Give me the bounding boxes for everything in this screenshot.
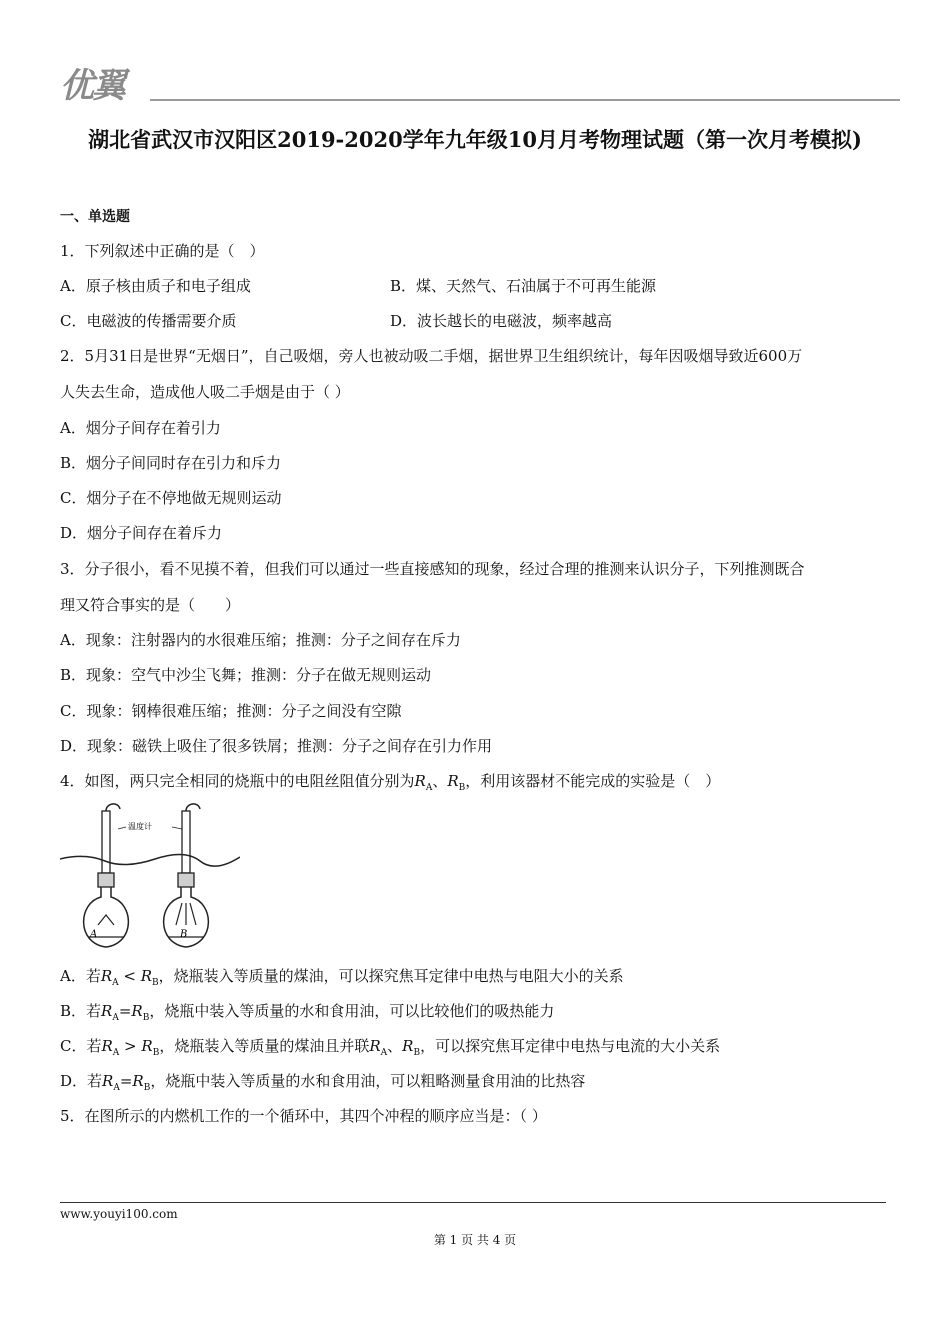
q4-option-b: B．若$R_A=R_B$，烧瓶中装入等质量的水和食用油，可以比较他们的吸热能力 bbox=[60, 1002, 555, 1023]
question-3-stem-line1: 3．分子很小，看不见摸不着，但我们可以通过一些直接感知的现象，经过合理的推测来认识分子，下列推测既合 bbox=[60, 560, 805, 578]
footer-url: www.youyi100.com bbox=[60, 1207, 178, 1221]
flask-a-label: A bbox=[90, 929, 98, 940]
q1-option-a: A．原子核由质子和电子组成 bbox=[60, 277, 251, 295]
q3-option-c: C．现象：钢棒很难压缩；推测：分子之间没有空隙 bbox=[60, 702, 402, 720]
question-2-stem-line2: 人失去生命，造成他人吸二手烟是由于（ ） bbox=[60, 383, 350, 401]
q3-option-b: B．现象：空气中沙尘飞舞；推测：分子在做无规则运动 bbox=[60, 666, 432, 684]
footer-rule bbox=[60, 1202, 886, 1203]
q4-option-c: C．若$R_A > R_B$，烧瓶装入等质量的煤油且并联$R_A$、$R_B$，可以探究焦耳定律中电热与电流的大小关系 bbox=[60, 1037, 721, 1058]
q1-option-b: B．煤、天然气、石油属于不可再生能源 bbox=[390, 277, 657, 295]
q2-option-a: A．烟分子间存在着引力 bbox=[60, 419, 221, 437]
q2-option-b: B．烟分子间同时存在引力和斥力 bbox=[60, 454, 282, 472]
q4-option-d: D．若$R_A=R_B$，烧瓶中装入等质量的水和食用油，可以粗略测量食用油的比热容 bbox=[60, 1072, 586, 1093]
page-number: 第 1 页 共 4 页 bbox=[433, 1233, 517, 1247]
q3-option-a: A．现象：注射器内的水很难压缩；推测：分子之间存在斥力 bbox=[60, 631, 461, 649]
question-2-stem-line1: 2．5月31日是世界“无烟日”，自己吸烟，旁人也被动吸二手烟，据世界卫生组织统计，每年因吸烟导致近600万 bbox=[60, 347, 803, 365]
q4-option-a: A．若$R_A < R_B$，烧瓶装入等质量的煤油，可以探究焦耳定律中电热与电阻大小的关系 bbox=[60, 967, 624, 988]
question-1-stem: 1．下列叙述中正确的是（ ） bbox=[60, 242, 265, 260]
flask-b-label: B bbox=[180, 929, 188, 940]
q1-option-d: D．波长越长的电磁波，频率越高 bbox=[390, 312, 613, 330]
section-heading: 一、单选题 bbox=[60, 209, 130, 225]
question-3-stem-line2: 理又符合事实的是（ ） bbox=[60, 596, 241, 614]
thermometer-label: 温度计 bbox=[128, 822, 152, 831]
flask-apparatus-figure bbox=[60, 803, 240, 951]
question-4-stem: 4．如图，两只完全相同的烧瓶中的电阻丝阻值分别为$R_A$、$R_B$，利用该器材不能完成的实验是（ ） bbox=[60, 772, 721, 793]
q2-option-c: C．烟分子在不停地做无规则运动 bbox=[60, 489, 282, 507]
q3-option-d: D．现象：磁铁上吸住了很多铁屑；推测：分子之间存在引力作用 bbox=[60, 737, 493, 755]
q2-option-d: D．烟分子间存在着斥力 bbox=[60, 524, 223, 542]
header-rule bbox=[150, 99, 900, 101]
question-5-stem: 5．在图所示的内燃机工作的一个循环中，其四个冲程的顺序应当是：（ ） bbox=[60, 1107, 547, 1125]
q1-option-c: C．电磁波的传播需要介质 bbox=[60, 312, 237, 330]
logo: 优翼 bbox=[60, 66, 124, 106]
page-title: 湖北省武汉市汉阳区2019-2020学年九年级10月月考物理试题（第一次月考模拟) bbox=[88, 127, 862, 152]
